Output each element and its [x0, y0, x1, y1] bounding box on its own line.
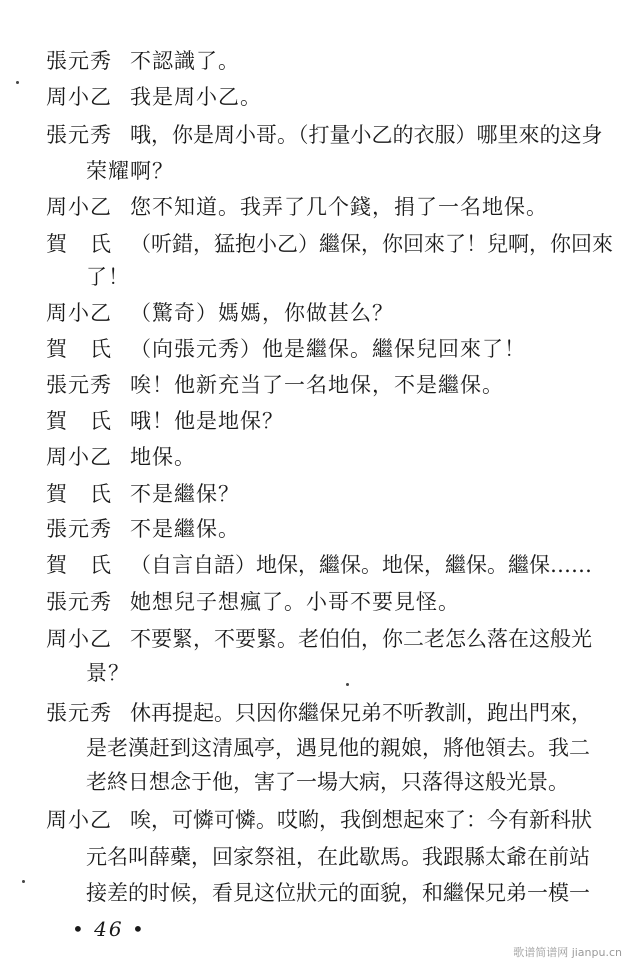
dialogue-text: 不是繼保。	[130, 517, 240, 541]
dialogue-text: （自言自語）地保，繼保。地保，繼保。繼保……	[130, 553, 592, 577]
speaker-name: 周小乙	[46, 195, 112, 219]
continuation-text: 老終日想念于他，害了一場大病，只落得这般光景。	[86, 770, 569, 794]
site-watermark: 歌谱简谱网 jianpu.cn	[513, 946, 622, 959]
dialogue-text: 不要緊，不要緊。老伯伯，你二老怎么落在这般光	[130, 627, 592, 651]
speaker-name: 賀 氏	[46, 337, 112, 361]
speaker-name: 張元秀	[46, 590, 112, 614]
continuation-text: 接差的时候，看見这位狀元的面貌，和繼保兄弟一模一	[86, 881, 590, 905]
dialogue-text: 地保。	[130, 445, 196, 469]
continuation-text: 了！	[86, 265, 130, 289]
speaker-name: 周小乙	[46, 808, 112, 832]
speaker-name: 張元秀	[46, 49, 112, 73]
dialogue-text: 不認識了。	[130, 49, 240, 73]
dialogue-text: 我是周小乙。	[130, 85, 262, 109]
speaker-name: 張元秀	[46, 373, 112, 397]
speaker-name: 周小乙	[46, 445, 112, 469]
dialogue-text: 唉！他新充当了一名地保，不是繼保。	[130, 373, 504, 397]
dialogue-text: （驚奇）媽媽，你做甚么？	[130, 301, 394, 325]
dialogue-text: 休再提起。只因你繼保兄弟不听教訓，跑出門來，	[130, 701, 592, 725]
dialogue-text: （听錯，猛抱小乙）繼保，你回來了！兒啊，你回來	[130, 232, 613, 256]
print-speck	[22, 880, 25, 883]
dialogue-text: 唉，可憐可憐。哎喲，我倒想起來了：今有新科狀	[130, 808, 592, 832]
speaker-name: 張元秀	[46, 517, 112, 541]
speaker-name: 賀 氏	[46, 482, 112, 506]
continuation-text: 是老漢赶到这清風亭，遇見他的親娘，將他領去。我二	[86, 736, 590, 760]
speaker-name: 賀 氏	[46, 553, 112, 577]
speaker-name: 賀 氏	[46, 232, 112, 256]
print-speck	[346, 683, 349, 686]
print-speck	[16, 81, 19, 84]
dialogue-text: 哦！他是地保？	[130, 409, 284, 433]
speaker-name: 周小乙	[46, 627, 112, 651]
dialogue-text: 不是繼保？	[130, 482, 240, 506]
speaker-name: 張元秀	[46, 701, 112, 725]
speaker-name: 張元秀	[46, 123, 112, 147]
speaker-name: 周小乙	[46, 301, 112, 325]
dialogue-text: 她想兒子想瘋了。小哥不要見怪。	[130, 590, 460, 614]
speaker-name: 周小乙	[46, 85, 112, 109]
continuation-text: 元名叫薛蘗，回家祭祖，在此歇馬。我跟縣太爺在前站	[86, 845, 590, 869]
continuation-text: 荣耀啊？	[86, 159, 174, 183]
page-number: • 46 •	[72, 917, 146, 941]
continuation-text: 景？	[86, 661, 130, 685]
dialogue-text: 哦，你是周小哥。（打量小乙的衣服）哪里來的这身	[130, 123, 603, 147]
speaker-name: 賀 氏	[46, 409, 112, 433]
dialogue-text: （向張元秀）他是繼保。繼保兒回來了！	[130, 337, 526, 361]
dialogue-text: 您不知道。我弄了几个錢，捐了一名地保。	[130, 195, 548, 219]
